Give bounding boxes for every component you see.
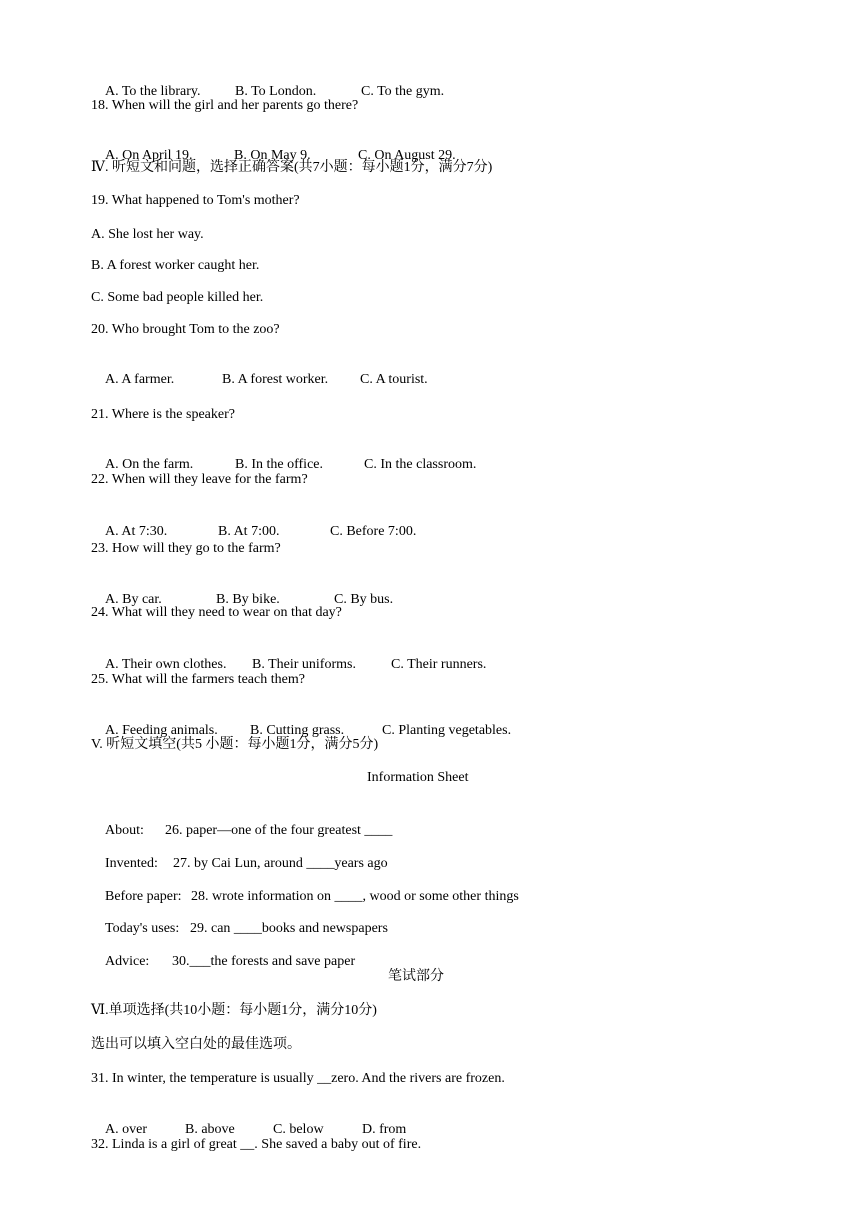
q21-option-c: C. In the classroom. bbox=[364, 457, 477, 472]
section-6-heading: Ⅵ.单项选择(共10小题：每小题1分，满分10分) bbox=[91, 1003, 377, 1018]
info-row-advice bbox=[91, 935, 355, 989]
q20-options bbox=[91, 353, 428, 407]
q20-question: 20. Who brought Tom to the zoo? bbox=[91, 322, 280, 337]
information-sheet-title: Information Sheet bbox=[367, 770, 469, 785]
q25-option-b: B. Cutting grass. bbox=[250, 723, 345, 738]
info-row-text: 26. paper—one of the four greatest ____ bbox=[165, 823, 393, 838]
info-row-label: Advice: bbox=[105, 954, 150, 969]
q18-option-c: C. On August 29. bbox=[358, 148, 456, 163]
q17-option-c: C. To the gym. bbox=[361, 84, 445, 99]
q31-option-c: C. below bbox=[273, 1122, 324, 1137]
q19-option-a: A. She lost her way. bbox=[91, 227, 204, 242]
q25-question: 25. What will the farmers teach them? bbox=[91, 672, 305, 687]
q25-option-c: C. Planting vegetables. bbox=[382, 723, 512, 738]
q32-question: 32. Linda is a girl of great __. She saved a baby out of fire. bbox=[91, 1137, 422, 1152]
q18-option-a: A. On April 19. bbox=[105, 148, 193, 163]
q31-option-b: B. above bbox=[185, 1122, 235, 1137]
q31-option-d: D. from bbox=[362, 1122, 407, 1137]
q24-option-b: B. Their uniforms. bbox=[252, 657, 356, 672]
q20-option-c: C. A tourist. bbox=[360, 372, 428, 387]
q23-option-c: C. By bus. bbox=[334, 592, 394, 607]
section-6-instruction: 选出可以填入空白处的最佳选项。 bbox=[91, 1037, 301, 1052]
q19-question: 19. What happened to Tom's mother? bbox=[91, 193, 300, 208]
q19-option-b: B. A forest worker caught her. bbox=[91, 258, 260, 273]
q22-option-c: C. Before 7:00. bbox=[330, 524, 417, 539]
q21-option-b: B. In the office. bbox=[235, 457, 323, 472]
q23-option-a: A. By car. bbox=[105, 592, 162, 607]
info-row-text: 28. wrote information on ____, wood or some other things bbox=[191, 889, 519, 904]
q17-option-a: A. To the library. bbox=[105, 84, 201, 99]
written-part-title: 笔试部分 bbox=[388, 969, 444, 984]
q22-option-a: A. At 7:30. bbox=[105, 524, 168, 539]
info-row-text: 27. by Cai Lun, around ____years ago bbox=[173, 856, 388, 871]
info-row-label: Invented: bbox=[105, 856, 158, 871]
q23-question: 23. How will they go to the farm? bbox=[91, 541, 281, 556]
info-row-label: Today's uses: bbox=[105, 921, 180, 936]
q22-option-b: B. At 7:00. bbox=[218, 524, 280, 539]
q17-option-b: B. To London. bbox=[235, 84, 317, 99]
q21-option-a: A. On the farm. bbox=[105, 457, 194, 472]
q31-question: 31. In winter, the temperature is usually __zero. And the rivers are frozen. bbox=[91, 1071, 505, 1086]
q18-question: 18. When will the girl and her parents go there? bbox=[91, 98, 359, 113]
q25-option-a: A. Feeding animals. bbox=[105, 723, 218, 738]
q24-option-c: C. Their runners. bbox=[391, 657, 487, 672]
info-row-label: Before paper: bbox=[105, 889, 182, 904]
q31-option-a: A. over bbox=[105, 1122, 147, 1137]
q20-option-b: B. A forest worker. bbox=[222, 372, 329, 387]
q22-question: 22. When will they leave for the farm? bbox=[91, 472, 308, 487]
q19-option-c: C. Some bad people killed her. bbox=[91, 290, 264, 305]
q23-option-b: B. By bike. bbox=[216, 592, 280, 607]
q21-question: 21. Where is the speaker? bbox=[91, 407, 235, 422]
info-row-text: 30.___the forests and save paper bbox=[172, 954, 356, 969]
q18-option-b: B. On May 9. bbox=[234, 148, 311, 163]
q20-option-a: A. A farmer. bbox=[105, 372, 175, 387]
q24-question: 24. What will they need to wear on that day? bbox=[91, 605, 342, 620]
section-4-heading: Ⅳ. 听短文和问题，选择正确答案(共7小题：每小题1分，满分7分) bbox=[91, 160, 493, 175]
section-5-heading: V. 听短文填空(共5 小题：每小题1分，满分5分) bbox=[91, 737, 379, 752]
info-row-label: About: bbox=[105, 823, 144, 838]
q24-option-a: A. Their own clothes. bbox=[105, 657, 227, 672]
info-row-text: 29. can ____books and newspapers bbox=[190, 921, 388, 936]
